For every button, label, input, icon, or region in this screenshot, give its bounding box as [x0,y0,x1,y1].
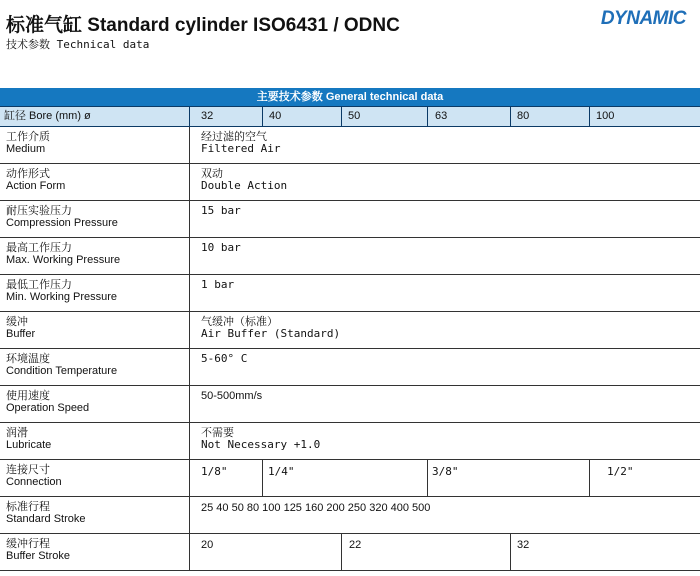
spec-label: 缓冲 Buffer [6,316,36,340]
stroke-value: 25 40 50 80 100 125 160 200 250 320 400 500 [201,502,431,514]
bore-value: 100 [596,110,615,122]
spec-label: 最低工作压力 Min. Working Pressure [6,279,118,303]
spec-value: 气缓冲（标准） Air Buffer (Standard) [201,315,341,340]
buffer-stroke-value: 20 [201,539,214,551]
spec-row-action-form [0,164,700,201]
connection-value: 1/2" [607,465,634,478]
connection-value: 1/4" [268,465,295,478]
spec-row-max-pressure [0,238,700,275]
spec-row-speed [0,386,700,423]
spec-value: 经过滤的空气 Filtered Air [201,130,281,155]
spec-label: 缓冲行程 Buffer Stroke [6,538,70,562]
column-divider [427,107,428,126]
column-divider [262,460,263,496]
spec-label: 耐压实验压力 Compression Pressure [6,205,118,229]
column-divider [589,107,590,126]
bore-value: 40 [269,110,282,122]
column-divider [189,275,190,311]
column-divider [189,349,190,385]
column-divider [189,386,190,422]
spec-label: 最高工作压力 Max. Working Pressure [6,242,121,266]
spec-row-medium [0,127,700,164]
spec-label: 使用速度 Operation Speed [6,390,90,414]
spec-label: 环境温度 Condition Temperature [6,353,118,377]
column-divider [189,201,190,237]
buffer-stroke-value: 32 [517,539,530,551]
column-divider [341,107,342,126]
column-divider [262,107,263,126]
spec-value: 5-60° C [201,352,248,365]
bore-label: 缸径 Bore (mm) ø [4,110,91,122]
spec-row-temperature [0,349,700,386]
spec-row-buffer-stroke [0,534,700,571]
spec-value: 双动 Double Action [201,167,288,192]
bore-value: 50 [348,110,361,122]
connection-value: 3/8" [432,465,459,478]
spec-value: 1 bar [201,278,235,291]
column-divider [189,238,190,274]
column-divider [189,107,190,126]
connection-value: 1/8" [201,465,228,478]
spec-value: 不需要 Not Necessary +1.0 [201,426,321,451]
brand-logo: DYNAMIC [600,8,686,29]
spec-row-compression-pressure [0,201,700,238]
page-title: 标准气缸 Standard cylinder ISO6431 / ODNC [6,15,400,36]
bore-value: 80 [517,110,530,122]
column-divider [189,312,190,348]
bore-value: 63 [435,110,448,122]
column-divider [341,534,342,570]
spec-row-lubricate [0,423,700,460]
column-divider [189,423,190,459]
spec-label: 工作介质 Medium [6,131,50,155]
column-divider [189,164,190,200]
spec-row-standard-stroke [0,497,700,534]
column-divider [189,534,190,570]
column-divider [189,460,190,496]
spec-label: 动作形式 Action Form [6,168,66,192]
column-divider [427,460,428,496]
column-divider [189,127,190,163]
column-divider [589,460,590,496]
spec-value: 50-500mm/s [201,390,263,402]
bore-header-row [0,106,700,127]
buffer-stroke-value: 22 [349,539,362,551]
spec-row-min-pressure [0,275,700,312]
spec-value: 10 bar [201,241,241,254]
spec-row-buffer [0,312,700,349]
page-subtitle: 技术参数 Technical data [6,38,150,51]
column-divider [189,497,190,533]
column-divider [510,107,511,126]
column-divider [510,534,511,570]
bore-value: 32 [201,110,214,122]
spec-label: 连接尺寸 Connection [6,464,62,488]
spec-label: 润滑 Lubricate [6,427,52,451]
spec-value: 15 bar [201,204,241,217]
table-banner: 主要技术参数 General technical data [0,88,700,106]
spec-row-connection [0,460,700,497]
spec-label: 标准行程 Standard Stroke [6,501,86,525]
